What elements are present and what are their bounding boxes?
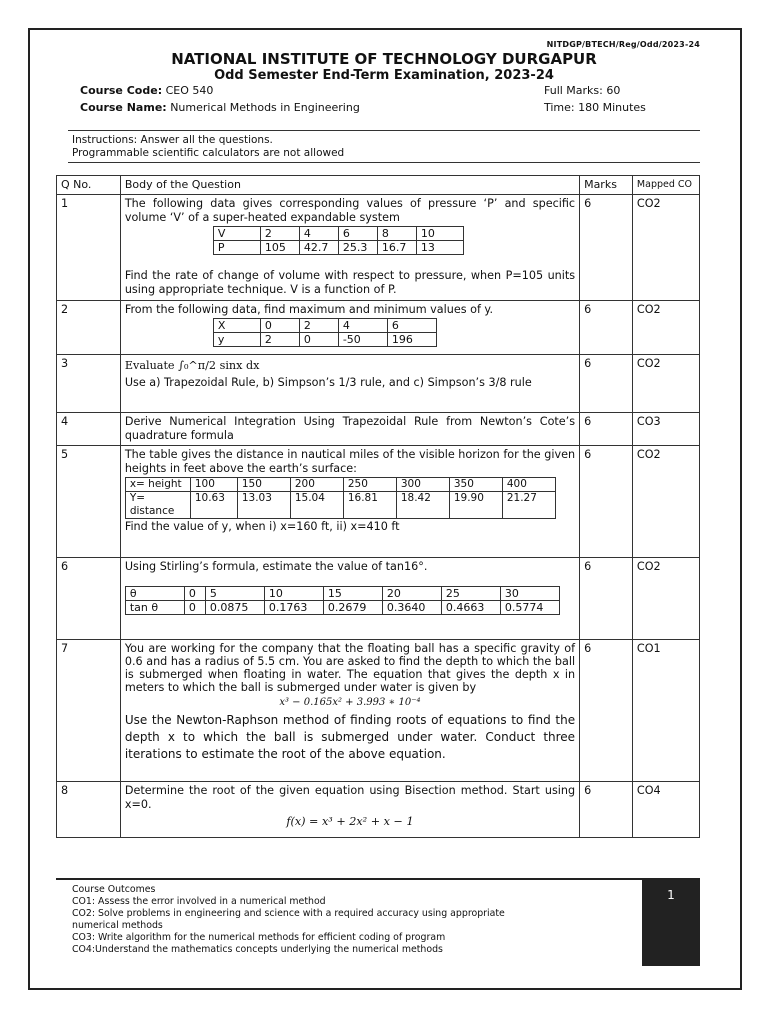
question-body	[120, 195, 579, 301]
header-rule-1	[68, 130, 700, 131]
data-cell: 6	[338, 227, 377, 241]
data-cell: 16.81	[343, 492, 396, 519]
time: Time: 180 Minutes	[544, 101, 646, 114]
data-cell: 21.27	[502, 492, 555, 519]
course-outcomes-text	[72, 884, 512, 956]
data-cell: 10	[264, 587, 323, 601]
question-marks: 6	[580, 195, 633, 301]
questions-table	[56, 175, 700, 838]
data-cell: 4	[299, 227, 338, 241]
question-equation: f(x) = x³ + 2x² + x − 1	[286, 815, 414, 828]
question-body	[120, 301, 579, 355]
data-cell: 0.3640	[382, 601, 441, 615]
question-co: CO2	[632, 355, 699, 413]
data-cell: 2	[260, 333, 299, 347]
question-integral: Evaluate ∫₀^π/2 sinx dx	[124, 359, 260, 372]
data-cell: 13.03	[237, 492, 290, 519]
full-marks: Full Marks: 60	[544, 84, 621, 97]
data-cell: 196	[387, 333, 436, 347]
data-cell: 2	[260, 227, 299, 241]
data-row	[213, 227, 463, 241]
question-row	[57, 195, 700, 301]
question-text: From the following data, find maximum and minimum values of y.	[124, 303, 494, 316]
question-co: CO2	[632, 301, 699, 355]
data-cell: 0.1763	[264, 601, 323, 615]
data-cell: Y= distance	[125, 492, 190, 519]
paper-code: NITDGP/BTECH/Reg/Odd/2023-24	[546, 40, 700, 49]
data-row	[125, 492, 555, 519]
data-cell: 18.42	[396, 492, 449, 519]
question-marks: 6	[580, 355, 633, 413]
body-header: Body of the Question	[120, 176, 579, 195]
data-cell: 300	[396, 478, 449, 492]
instruction-1: Instructions: Answer all the questions.	[72, 134, 273, 146]
question-marks: 6	[580, 640, 633, 782]
data-cell: 25	[441, 587, 500, 601]
instruction-2: Programmable scientific calculators are not allowed	[72, 147, 345, 159]
question-row	[57, 446, 700, 558]
data-cell: 2	[299, 319, 338, 333]
data-table	[213, 226, 464, 255]
question-number: 1	[57, 195, 121, 301]
question-row	[57, 640, 700, 782]
data-cell: 0	[184, 587, 205, 601]
question-body	[120, 446, 579, 558]
course-name-value: Numerical Methods in Engineering	[170, 101, 360, 114]
question-number: 5	[57, 446, 121, 558]
question-text-2: Find the value of y, when i) x=160 ft, ii) x=410 ft	[124, 520, 400, 533]
question-number: 7	[57, 640, 121, 782]
data-table	[125, 477, 556, 519]
data-cell: 25.3	[338, 241, 377, 255]
data-cell: 400	[502, 478, 555, 492]
course-outcome-item: CO2: Solve problems in engineering and science with a required accuracy using appropriate numerical methods	[72, 908, 505, 931]
question-row	[57, 355, 700, 413]
data-cell: 30	[500, 587, 559, 601]
question-co: CO2	[632, 195, 699, 301]
question-marks: 6	[580, 301, 633, 355]
data-cell: 10	[416, 227, 463, 241]
question-number: 2	[57, 301, 121, 355]
data-cell: 42.7	[299, 241, 338, 255]
data-cell: 8	[377, 227, 416, 241]
data-row	[125, 478, 555, 492]
data-cell: 19.90	[449, 492, 502, 519]
question-row	[57, 413, 700, 446]
data-cell: 4	[338, 319, 387, 333]
question-text: You are working for the company that the floating ball has a specific gravity of 0.6 and has a radius of 5.5 cm. You are asked to find the depth to which the ball is submerged when floating in water. The equation that gives the depth x in meters to which the ball is submerged under water is given by	[124, 642, 576, 694]
data-cell: 200	[290, 478, 343, 492]
question-text: The following data gives corresponding values of pressure ‘P’ and specific volume ‘V’ of a super-heated expandable system	[124, 197, 576, 224]
question-number: 8	[57, 782, 121, 838]
data-cell: 250	[343, 478, 396, 492]
data-cell: 13	[416, 241, 463, 255]
question-number: 4	[57, 413, 121, 446]
course-code-value: CEO 540	[165, 84, 214, 97]
course-code	[80, 84, 213, 97]
question-body	[120, 355, 579, 413]
data-table	[125, 586, 560, 615]
question-text-2: Use a) Trapezoidal Rule, b) Simpson’s 1/3 rule, and c) Simpson’s 3/8 rule	[124, 376, 532, 389]
data-row	[213, 241, 463, 255]
page-number-box	[642, 880, 700, 966]
co-header: Mapped CO	[632, 176, 699, 195]
table-header-row	[57, 176, 700, 195]
question-number: 3	[57, 355, 121, 413]
data-cell: 105	[260, 241, 299, 255]
course-code-label: Course Code:	[80, 84, 163, 97]
data-row	[213, 333, 436, 347]
course-outcomes-section	[56, 878, 700, 966]
data-row	[125, 601, 559, 615]
course-outcome-item: CO3: Write algorithm for the numerical methods for efficient coding of program	[72, 932, 446, 943]
question-marks: 6	[580, 558, 633, 640]
data-cell: 6	[387, 319, 436, 333]
institute-title: NATIONAL INSTITUTE OF TECHNOLOGY DURGAPUR	[171, 50, 597, 68]
data-cell: 0	[260, 319, 299, 333]
question-body	[120, 558, 579, 640]
course-outcome-item: CO1: Assess the error involved in a numerical method	[72, 896, 326, 907]
data-cell: 15.04	[290, 492, 343, 519]
data-cell: 20	[382, 587, 441, 601]
question-co: CO2	[632, 558, 699, 640]
marks-header: Marks	[580, 176, 633, 195]
question-co: CO1	[632, 640, 699, 782]
course-name	[80, 101, 360, 114]
course-outcome-item: CO4:Understand the mathematics concepts underlying the numerical methods	[72, 944, 443, 955]
question-body	[120, 640, 579, 782]
data-cell: 0	[184, 601, 205, 615]
question-co: CO3	[632, 413, 699, 446]
qno-header: Q No.	[57, 176, 121, 195]
data-cell: X	[213, 319, 260, 333]
question-row	[57, 301, 700, 355]
page-number: 1	[667, 888, 675, 902]
question-text-2: Find the rate of change of volume with respect to pressure, when P=105 units using appropriate technique. V is a function of P.	[124, 269, 576, 296]
course-outcomes-title: Course Outcomes	[72, 884, 156, 895]
question-marks: 6	[580, 782, 633, 838]
course-name-label: Course Name:	[80, 101, 167, 114]
data-cell: V	[213, 227, 260, 241]
question-text-2: Use the Newton-Raphson method of finding roots of equations to find the depth x to which the ball is submerged under water. Conduct three iterations to estimate the root of the above equation.	[124, 713, 576, 761]
question-text: Derive Numerical Integration Using Trapezoidal Rule from Newton’s Cote’s quadrature formula	[120, 413, 579, 446]
question-marks: 6	[580, 413, 633, 446]
question-text: Using Stirling’s formula, estimate the value of tan16°.	[124, 560, 428, 573]
question-co: CO2	[632, 446, 699, 558]
data-cell: 150	[237, 478, 290, 492]
question-co: CO4	[632, 782, 699, 838]
exam-title: Odd Semester End-Term Examination, 2023-24	[214, 68, 554, 83]
data-cell: 0.4663	[441, 601, 500, 615]
question-text: Determine the root of the given equation using Bisection method. Start using x=0.	[124, 784, 576, 811]
data-cell: 0.5774	[500, 601, 559, 615]
data-cell: -50	[338, 333, 387, 347]
data-cell: tan θ	[125, 601, 184, 615]
data-cell: 350	[449, 478, 502, 492]
data-cell: y	[213, 333, 260, 347]
data-cell: x= height	[125, 478, 190, 492]
question-row	[57, 558, 700, 640]
question-text: The table gives the distance in nautical miles of the visible horizon for the given heights in feet above the earth’s surface:	[124, 448, 576, 475]
question-number: 6	[57, 558, 121, 640]
data-cell: 0.2679	[323, 601, 382, 615]
data-cell: 15	[323, 587, 382, 601]
data-row	[125, 587, 559, 601]
question-marks: 6	[580, 446, 633, 558]
data-cell: 16.7	[377, 241, 416, 255]
data-cell: 0.0875	[205, 601, 264, 615]
question-body	[120, 782, 579, 838]
question-row	[57, 782, 700, 838]
data-cell: 100	[190, 478, 237, 492]
data-table	[213, 318, 437, 347]
data-cell: 0	[299, 333, 338, 347]
data-cell: 5	[205, 587, 264, 601]
header-rule-2	[68, 162, 700, 163]
data-cell: P	[213, 241, 260, 255]
data-row	[213, 319, 436, 333]
question-equation: x³ − 0.165x² + 3.993 ∗ 10⁻⁴	[279, 697, 421, 708]
data-cell: 10.63	[190, 492, 237, 519]
data-cell: θ	[125, 587, 184, 601]
